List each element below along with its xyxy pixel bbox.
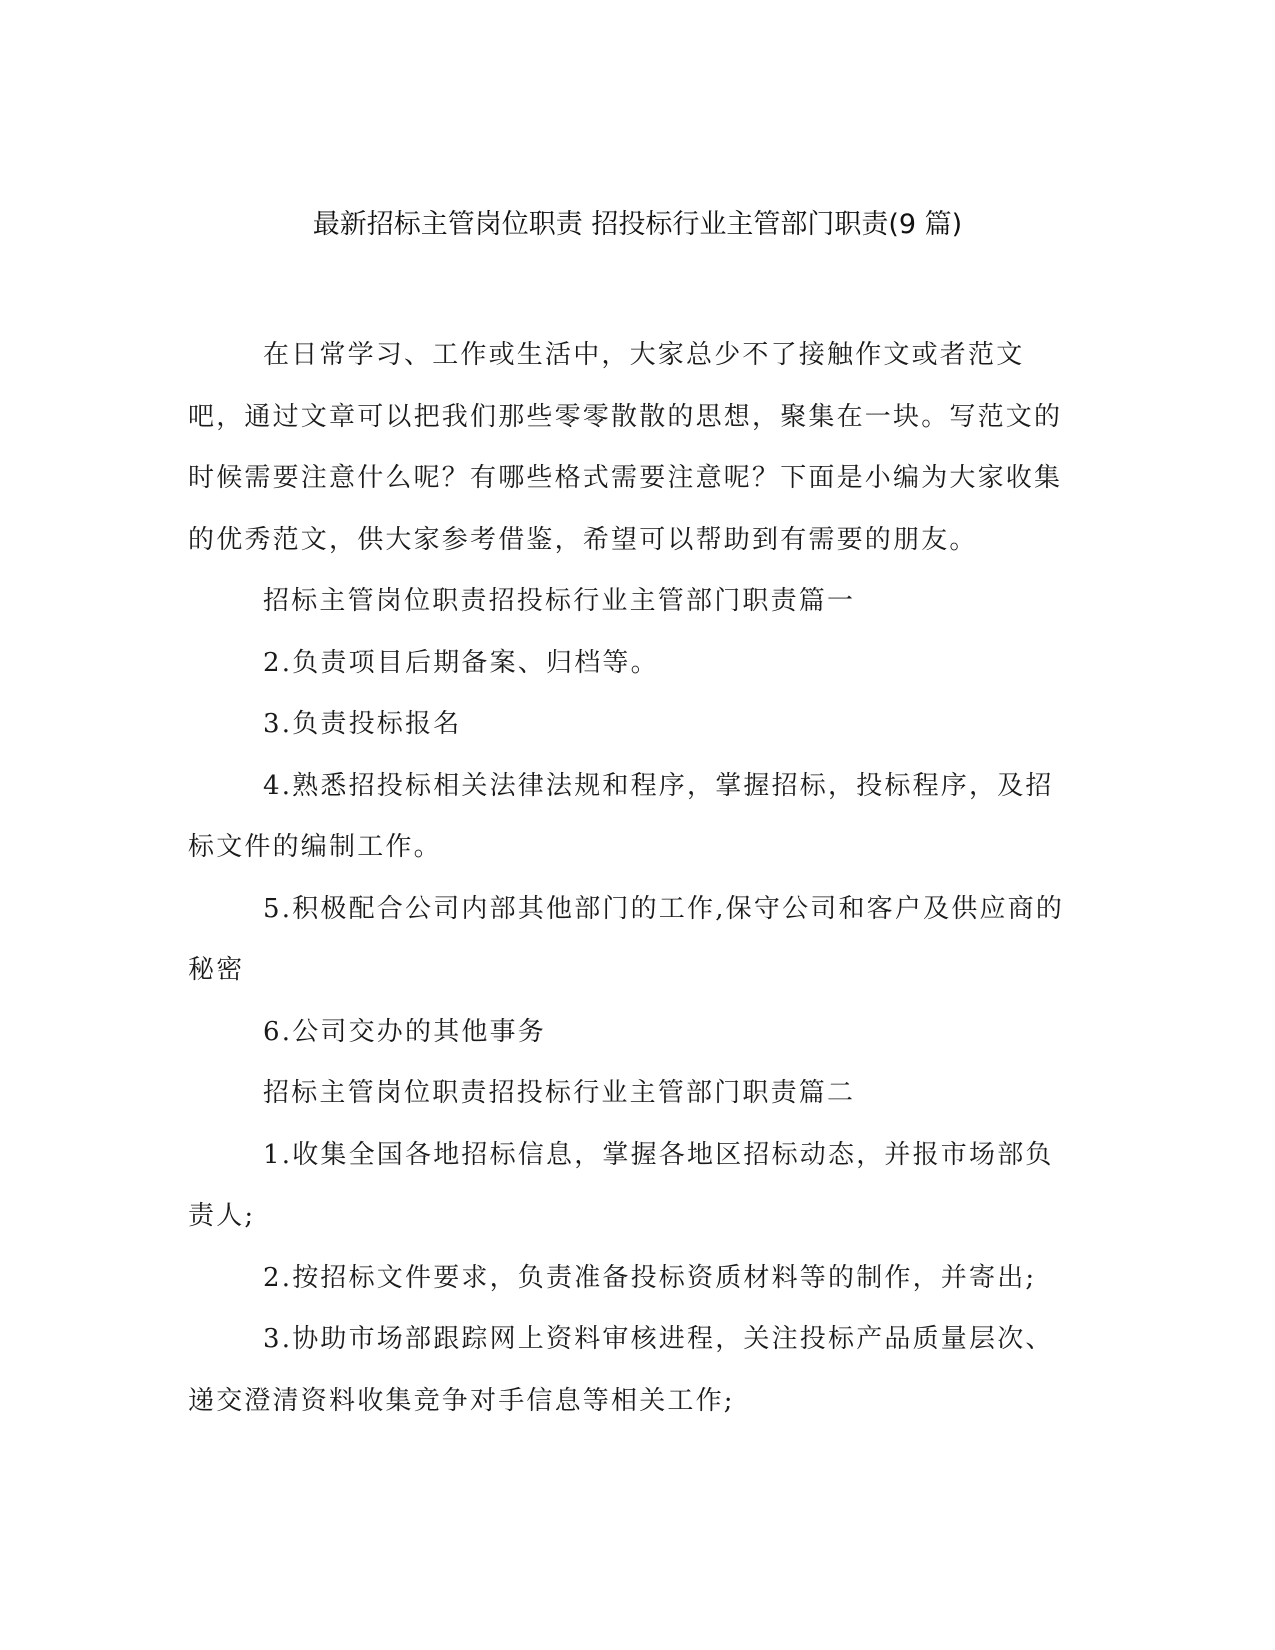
list-item: 2.负责项目后期备案、归档等。 — [263, 647, 659, 678]
section-heading-2: 招标主管岗位职责招投标行业主管部门职责篇二 — [263, 1078, 856, 1108]
list-item: 6.公司交办的其他事务 — [263, 1016, 547, 1047]
list-item: 1.收集全国各地招标信息，掌握各地区招标动态，并报市场部负责人; — [188, 1139, 1054, 1231]
list-item: 5.积极配合公司内部其他部门的工作,保守公司和客户及供应商的秘密 — [188, 893, 1065, 985]
section-heading-1: 招标主管岗位职责招投标行业主管部门职责篇一 — [263, 586, 856, 616]
intro-paragraph: 在日常学习、工作或生活中，大家总少不了接触作文或者范文吧，通过文章可以把我们那些零零散散的思想，聚集在一块。写范文的时候需要注意什么呢？有哪些格式需要注意呢？下面是小编为大家收集的优秀范文，供大家参考借鉴，希望可以帮助到有需要的朋友。 — [188, 340, 1063, 555]
document-body — [188, 325, 1072, 1432]
list-item: 2.按招标文件要求，负责准备投标资质材料等的制作，并寄出; — [263, 1262, 1037, 1293]
list-item: 3.负责投标报名 — [263, 709, 462, 739]
list-item: 3.协助市场部跟踪网上资料审核进程，关注投标产品质量层次、递交澄清资料收集竞争对手信息等相关工作; — [188, 1324, 1054, 1416]
list-item: 4.熟悉招投标相关法律法规和程序，掌握招标，投标程序，及招标文件的编制工作。 — [188, 770, 1054, 862]
document-title: 最新招标主管岗位职责 招投标行业主管部门职责(9 篇) — [312, 209, 963, 240]
